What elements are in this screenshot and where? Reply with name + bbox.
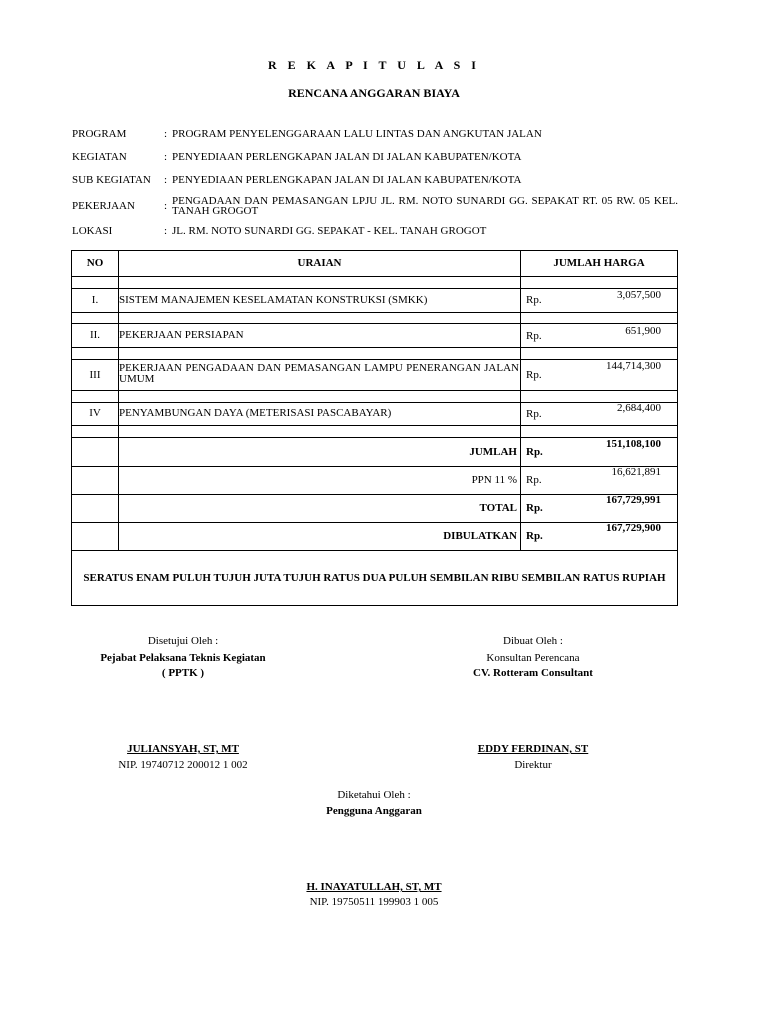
acknowledger-name: H. INAYATULLAH, ST, MT (306, 881, 442, 893)
row-divider (72, 359, 677, 360)
row-divider (72, 288, 677, 289)
row-2-amount: 651,900 (625, 325, 661, 337)
row-divider (72, 323, 677, 324)
row-2-currency: Rp. (526, 330, 542, 342)
dibulatkan-label: DIBULATKAN (443, 530, 517, 542)
acknowledger-signature-block (254, 881, 494, 893)
row-divider (72, 437, 677, 438)
pekerjaan-label: PEKERJAAN (72, 200, 135, 212)
row-3-desc: PEKERJAAN PENGADAAN DAN PEMASANGAN LAMPU PENERANGAN JALAN UMUM (119, 362, 519, 385)
row-divider (72, 425, 677, 426)
row-divider (72, 522, 677, 523)
ppn-currency: Rp. (526, 474, 542, 486)
lokasi-colon: : (164, 225, 168, 237)
total-amount: 167,729,991 (606, 494, 661, 506)
sub-kegiatan-value: PENYEDIAAN PERLENGKAPAN JALAN DI JALAN KABUPATEN/KOTA (172, 174, 522, 186)
row-4-currency: Rp. (526, 408, 542, 420)
approver-name: JULIANSYAH, ST, MT (127, 743, 239, 755)
document-subtitle: RENCANA ANGGARAN BIAYA (288, 86, 460, 100)
jumlah-currency: Rp. (526, 446, 543, 458)
jumlah-amount: 151,108,100 (606, 438, 661, 450)
program-value: PROGRAM PENYELENGGARAAN LALU LINTAS DAN ANGKUTAN JALAN (172, 128, 542, 140)
ppn-amount: 16,621,891 (611, 466, 661, 478)
sub-kegiatan-colon: : (164, 174, 168, 186)
program-label: PROGRAM (72, 128, 127, 140)
approver-nip: NIP. 19740712 200012 1 002 (118, 759, 248, 771)
total-currency: Rp. (526, 502, 543, 514)
row-1-desc: SISTEM MANAJEMEN KESELAMATAN KONSTRUKSI (SMKK) (119, 294, 428, 306)
row-divider (72, 402, 677, 403)
header-no: NO (86, 257, 104, 269)
info-kegiatan (72, 147, 678, 167)
row-divider (72, 494, 677, 495)
kegiatan-value: PENYEDIAAN PERLENGKAPAN JALAN DI JALAN KABUPATEN/KOTA (172, 151, 522, 163)
row-1-amount: 3,057,500 (617, 289, 661, 301)
info-pekerjaan (72, 195, 678, 217)
preparer-role: Konsultan Perencana (486, 652, 580, 664)
acknowledger-intro: Diketahui Oleh : (337, 789, 411, 801)
pekerjaan-value: PENGADAAN DAN PEMASANGAN LPJU JL. RM. NOTO SUNARDI GG. SEPAKAT RT. 05 RW. 05 KEL. TANAH GROGOT (172, 195, 678, 217)
program-colon: : (164, 128, 168, 140)
info-program (72, 124, 678, 144)
total-label: TOTAL (479, 502, 517, 514)
row-divider (72, 347, 677, 348)
row-3-no: III (89, 369, 101, 381)
acknowledger-role: Pengguna Anggaran (326, 805, 422, 817)
jumlah-label: JUMLAH (469, 446, 517, 458)
row-4-amount: 2,684,400 (617, 402, 661, 414)
pekerjaan-colon: : (164, 200, 168, 212)
approver-signature-block (63, 743, 303, 755)
dibulatkan-amount: 167,729,900 (606, 522, 661, 534)
lokasi-label: LOKASI (72, 225, 113, 237)
row-divider (72, 390, 677, 391)
kegiatan-label: KEGIATAN (72, 151, 127, 163)
column-divider (520, 251, 521, 550)
row-3-currency: Rp. (526, 369, 542, 381)
info-lokasi (72, 221, 678, 241)
row-divider (72, 550, 677, 551)
approver-intro: Disetujui Oleh : (147, 635, 219, 647)
row-1-currency: Rp. (526, 294, 542, 306)
row-4-no: IV (89, 407, 101, 419)
ppn-label: PPN 11 % (471, 474, 517, 486)
row-2-desc: PEKERJAAN PERSIAPAN (119, 329, 244, 341)
row-1-no: I. (91, 294, 99, 306)
document-title: R E K A P I T U L A S I (268, 58, 480, 72)
preparer-company: CV. Rotteram Consultant (473, 667, 593, 679)
info-sub-kegiatan (72, 170, 678, 190)
row-2-no: II. (89, 329, 101, 341)
row-divider (72, 312, 677, 313)
row-3-amount: 144,714,300 (606, 360, 661, 372)
row-4-desc: PENYAMBUNGAN DAYA (METERISASI PASCABAYAR) (119, 407, 392, 419)
row-divider (72, 276, 677, 277)
preparer-intro: Dibuat Oleh : (503, 635, 563, 647)
header-uraian: URAIAN (297, 257, 342, 269)
approver-role: Pejabat Pelaksana Teknis Kegiatan (100, 652, 266, 664)
kegiatan-colon: : (164, 151, 168, 163)
acknowledger-nip: NIP. 19750511 199903 1 005 (309, 896, 439, 908)
preparer-name: EDDY FERDINAN, ST (477, 743, 589, 755)
lokasi-value: JL. RM. NOTO SUNARDI GG. SEPAKAT - KEL. TANAH GROGOT (172, 225, 487, 237)
sub-kegiatan-label: SUB KEGIATAN (72, 174, 151, 186)
preparer-signature-block (413, 743, 653, 755)
preparer-title: Direktur (514, 759, 552, 771)
approver-role-abbr: ( PPTK ) (161, 667, 205, 679)
header-jumlah-harga: JUMLAH HARGA (553, 257, 645, 269)
row-divider (72, 466, 677, 467)
dibulatkan-currency: Rp. (526, 530, 543, 542)
cost-summary-table (71, 250, 678, 606)
amount-in-words: SERATUS ENAM PULUH TUJUH JUTA TUJUH RATUS DUA PULUH SEMBILAN RIBU SEMBILAN RATUS RUPIAH (83, 572, 666, 584)
